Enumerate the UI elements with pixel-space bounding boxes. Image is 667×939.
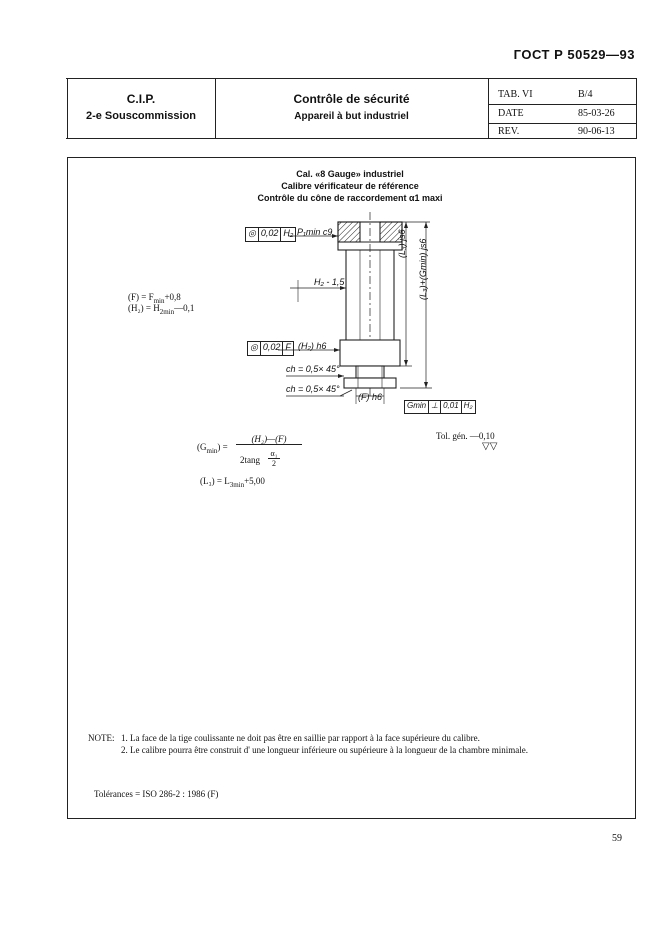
date-label: DATE — [498, 108, 524, 119]
page-number: 59 — [612, 833, 622, 844]
dim-p1min: P₁min c9 — [297, 227, 333, 237]
tolerance-frame-top — [245, 227, 296, 242]
tolerance-frame-mid — [247, 341, 294, 356]
chamfer-2: ch = 0,5× 45° — [286, 384, 340, 394]
rev-value: 90-06-13 — [578, 126, 615, 137]
formula-l3: $(L_3) = L_{3min}+5,00$ — [200, 476, 265, 489]
concentricity-icon: ◎ — [248, 342, 261, 355]
note-label: NOTE: — [88, 733, 115, 743]
note-1: 1. La face de la tige coulissante ne doit pas être en saillie par rapport à la face supérieure du calibre. — [121, 733, 480, 743]
drawing-title-1: Cal. «8 Gauge» industriel — [296, 169, 404, 179]
formula-gmin-numerator: (H₂)—(F) — [236, 434, 302, 445]
formula-gmin-lhs: $(G_{min})$ = — [197, 442, 228, 455]
subject-scope: Appareil à but industriel — [294, 111, 409, 122]
dim-l3-gmin: (L₃)+(Gmin) js6 — [418, 238, 428, 300]
chamfer-1: ch = 0,5× 45° — [286, 364, 340, 374]
datum-gmin: Gmin — [405, 401, 429, 413]
note-2: 2. Le calibre pourra être construit d' une longueur inférieure ou supérieure à la longueur de la chambre minimale. — [121, 745, 528, 755]
general-tolerance: Tol. gén. —0,10 — [436, 431, 495, 441]
org-name: C.I.P. — [126, 92, 156, 106]
tolerance-value: 0,02 — [261, 342, 284, 355]
tolerance-datum: H₂ — [463, 401, 473, 410]
tolerance-value: 0,01 — [441, 401, 462, 413]
dim-l3: (L₃) js6 — [397, 229, 407, 258]
subcommission: 2-e Souscommission — [85, 110, 197, 122]
tolerance-frame-bottom — [404, 400, 476, 414]
tolerance-datum: H₂ — [283, 228, 294, 238]
tolerance-value: 0,02 — [259, 228, 282, 241]
rev-label: REV. — [498, 126, 520, 137]
subject-title: Contrôle de sécurité — [293, 92, 410, 106]
dim-f-h6: (F) h6 — [358, 392, 383, 402]
dim-h2-h6: (H₂) h6 — [298, 341, 327, 351]
dim-h2-minus: H₂ - 1,5 — [314, 277, 345, 287]
formula-f: $(F) = F_{min}+0,8$ — [128, 292, 181, 305]
formula-gmin-alpha-fraction: α₁ 2 — [268, 449, 280, 468]
concentricity-icon: ◎ — [246, 228, 259, 241]
formula-gmin-denominator: 2tang — [240, 455, 260, 465]
tolerances-reference: Tolérances = ISO 286-2 : 1986 (F) — [94, 789, 219, 799]
date-value: 85-03-26 — [578, 108, 615, 119]
surface-finish-icon: ▽▽ — [482, 441, 498, 452]
tab-label: TAB. VI — [498, 89, 533, 100]
drawing-title-2: Calibre vérificateur de référence — [281, 181, 419, 191]
tolerance-datum: F — [285, 342, 291, 352]
perpendicularity-icon: ⊥ — [429, 401, 441, 413]
formula-h2: $(H_2) = H_{2min}—0,1$ — [128, 303, 195, 316]
tab-value: B/4 — [578, 89, 593, 100]
standard-number: ГОСТ Р 50529—93 — [513, 47, 635, 62]
drawing-title-3: Contrôle du cône de raccordement α1 maxi — [257, 193, 443, 203]
